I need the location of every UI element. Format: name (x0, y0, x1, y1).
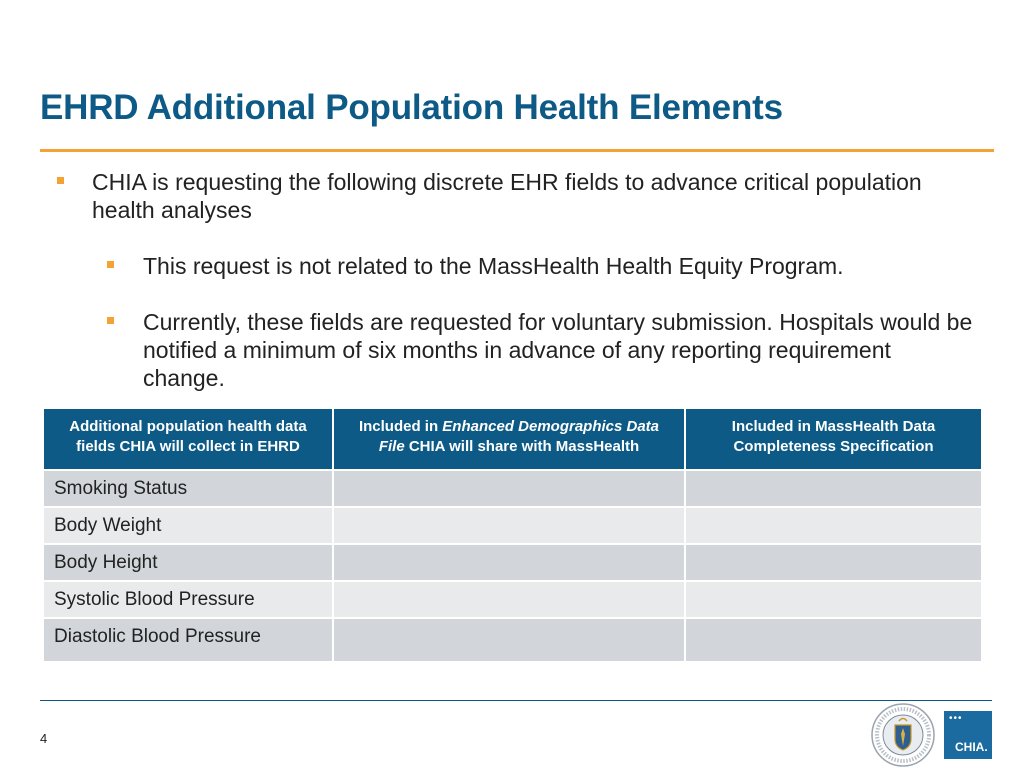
bullet-sub-1 (143, 252, 973, 280)
header-masshealth-spec: Included in MassHealth Data Completeness Specification (685, 408, 982, 470)
bullet-main (92, 168, 962, 224)
bullet-square-icon (107, 261, 114, 268)
masshealth-spec-cell (685, 507, 982, 544)
field-name-cell: Smoking Status (43, 470, 333, 507)
enhanced-demographics-cell (333, 544, 685, 581)
enhanced-demographics-cell (333, 581, 685, 618)
bullet-square-icon (107, 317, 114, 324)
enhanced-demographics-cell (333, 618, 685, 662)
page-number: 4 (40, 731, 48, 746)
table-row (43, 581, 982, 618)
bullet-sub-1-text: This request is not related to the MassHealth Health Equity Program. (143, 253, 844, 279)
chia-logo-text: CHIA. (955, 740, 988, 754)
chia-logo-dots: ••• (949, 713, 963, 724)
table-row (43, 507, 982, 544)
field-name-cell: Diastolic Blood Pressure (43, 618, 333, 662)
bullet-sub-2-text: Currently, these fields are requested for voluntary submission. Hospitals would be notified a minimum of six months in advance of any reporting requirement change. (143, 309, 973, 391)
table-row (43, 618, 982, 662)
header-ehrd-fields: Additional population health data fields CHIA will collect in EHRD (43, 408, 333, 470)
table-header-row (43, 408, 982, 470)
title-divider (40, 149, 994, 152)
bullet-square-icon (57, 177, 64, 184)
population-health-fields-table (42, 407, 983, 663)
masshealth-spec-cell (685, 581, 982, 618)
footer-divider (40, 700, 992, 701)
bullet-main-text: CHIA is requesting the following discrete EHR fields to advance critical population health analyses (92, 169, 922, 223)
slide-title: EHRD Additional Population Health Elements (40, 88, 783, 127)
table-row (43, 470, 982, 507)
bullet-sub-2 (143, 308, 973, 392)
massachusetts-seal-icon (871, 703, 935, 767)
field-name-cell: Body Weight (43, 507, 333, 544)
header-enhanced-demographics (333, 408, 685, 470)
masshealth-spec-cell (685, 544, 982, 581)
field-name-cell: Body Height (43, 544, 333, 581)
masshealth-spec-cell (685, 618, 982, 662)
header-enhanced-prefix: Included in (358, 418, 443, 435)
table-row (43, 544, 982, 581)
header-enhanced-suffix: CHIA will share with MassHealth (404, 438, 640, 455)
enhanced-demographics-cell (333, 507, 685, 544)
chia-logo (944, 711, 992, 759)
enhanced-demographics-cell (333, 470, 685, 507)
header-enhanced-italic: Enhanced Demographics Data File (378, 418, 660, 455)
field-name-cell: Systolic Blood Pressure (43, 581, 333, 618)
masshealth-spec-cell (685, 470, 982, 507)
